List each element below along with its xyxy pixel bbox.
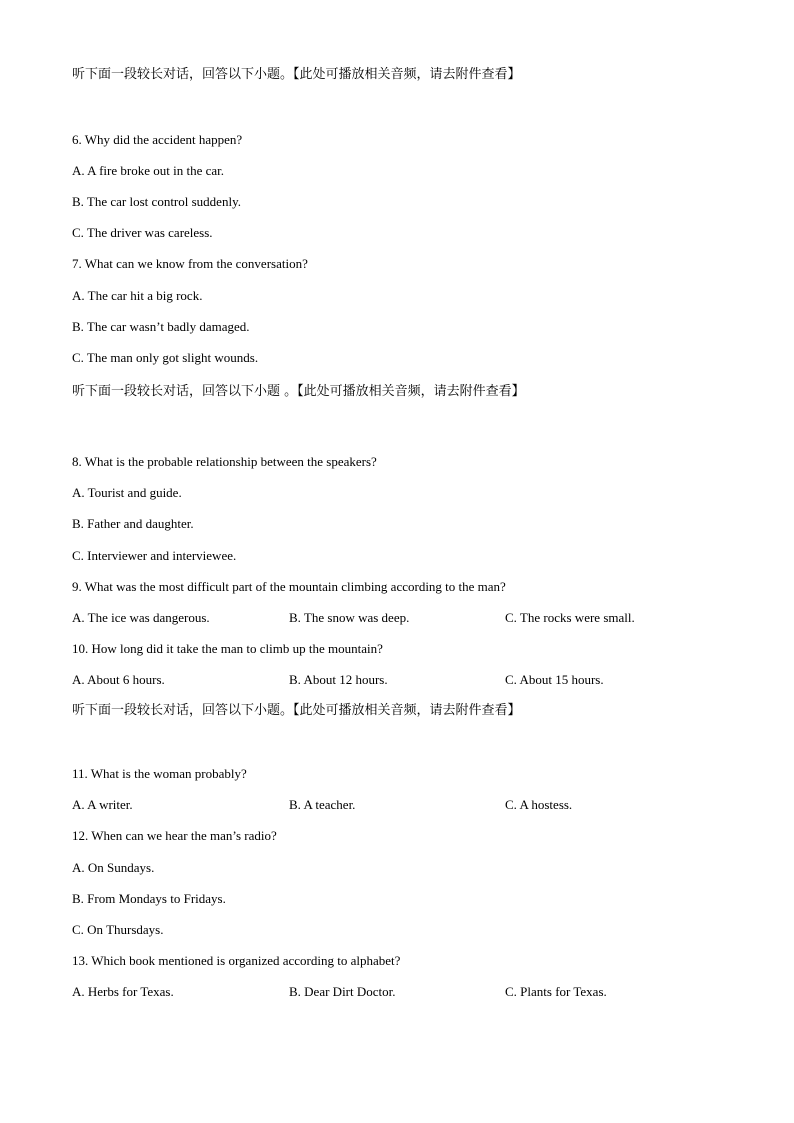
option-b: B. The car lost control suddenly. bbox=[72, 194, 241, 209]
option-row bbox=[72, 797, 722, 813]
option-c: C. Interviewer and interviewee. bbox=[72, 548, 237, 563]
option-c: C. The driver was careless. bbox=[72, 225, 213, 240]
option-a: A. A fire broke out in the car. bbox=[72, 163, 224, 178]
option-b: B. Father and daughter. bbox=[72, 516, 194, 531]
option-b: B. From Mondays to Fridays. bbox=[72, 891, 226, 906]
option-c: C. About 15 hours. bbox=[505, 672, 604, 687]
question-stem: 9. What was the most difficult part of the mountain climbing according to the man? bbox=[72, 579, 506, 594]
question-stem: 11. What is the woman probably? bbox=[72, 766, 247, 781]
question-stem: 6. Why did the accident happen? bbox=[72, 132, 243, 147]
option-row bbox=[72, 610, 722, 626]
section-instruction: 听下面一段较长对话，回答以下小题。【此处可播放相关音频，请去附件查看】 bbox=[72, 67, 521, 82]
option-a: A. The ice was dangerous. bbox=[72, 610, 210, 625]
question-stem: 10. How long did it take the man to climb up the mountain? bbox=[72, 641, 383, 656]
option-c: C. Plants for Texas. bbox=[505, 984, 607, 999]
option-a: A. The car hit a big rock. bbox=[72, 288, 203, 303]
question-stem: 13. Which book mentioned is organized according to alphabet? bbox=[72, 953, 401, 968]
option-a: A. Herbs for Texas. bbox=[72, 984, 174, 999]
option-row bbox=[72, 672, 722, 688]
option-b: B. Dear Dirt Doctor. bbox=[289, 984, 396, 999]
question-stem: 7. What can we know from the conversation? bbox=[72, 256, 308, 271]
option-row bbox=[72, 984, 722, 1000]
option-a: A. About 6 hours. bbox=[72, 672, 165, 687]
option-a: A. Tourist and guide. bbox=[72, 485, 182, 500]
option-b: B. A teacher. bbox=[289, 797, 356, 812]
option-c: C. The rocks were small. bbox=[505, 610, 635, 625]
option-b: B. About 12 hours. bbox=[289, 672, 388, 687]
option-c: C. A hostess. bbox=[505, 797, 573, 812]
section-instruction: 听下面一段较长对话，回答以下小题 。【此处可播放相关音频，请去附件查看】 bbox=[72, 384, 525, 399]
option-b: B. The car wasn’t badly damaged. bbox=[72, 319, 250, 334]
option-c: C. On Thursdays. bbox=[72, 922, 164, 937]
option-a: A. On Sundays. bbox=[72, 860, 155, 875]
option-a: A. A writer. bbox=[72, 797, 133, 812]
question-stem: 8. What is the probable relationship between the speakers? bbox=[72, 454, 377, 469]
section-instruction: 听下面一段较长对话，回答以下小题。【此处可播放相关音频，请去附件查看】 bbox=[72, 703, 521, 718]
question-stem: 12. When can we hear the man’s radio? bbox=[72, 828, 277, 843]
option-c: C. The man only got slight wounds. bbox=[72, 350, 259, 365]
option-b: B. The snow was deep. bbox=[289, 610, 410, 625]
